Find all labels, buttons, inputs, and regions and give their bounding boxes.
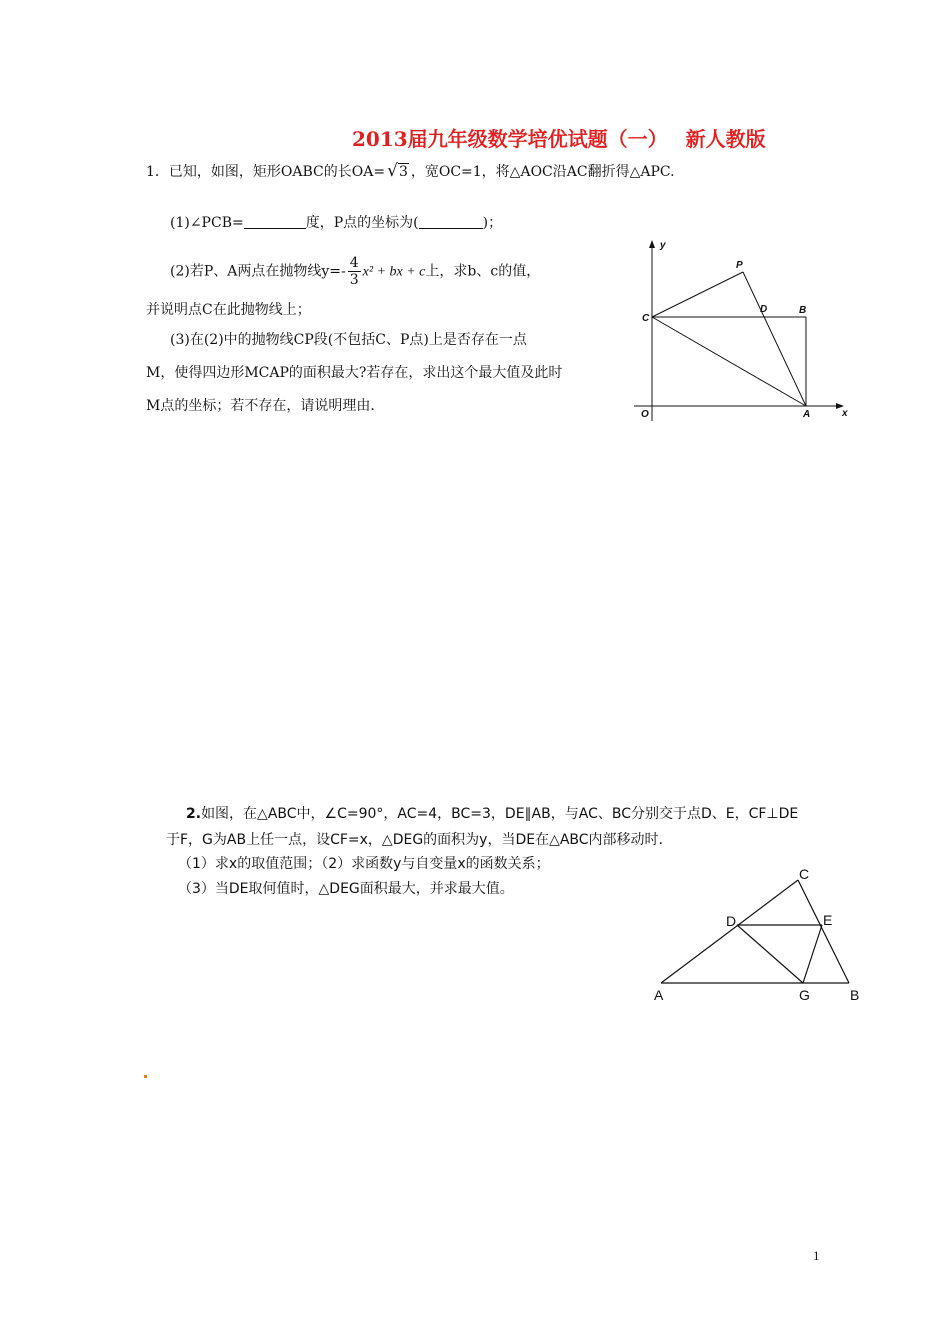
figure-triangle-abc	[648, 864, 868, 1006]
problem1-intro-a: 已知，如图，矩形OABC的长OA=	[168, 164, 386, 180]
q1-text-a: (1)∠PCB=	[170, 215, 244, 231]
sqrt-expression: √3	[387, 161, 408, 181]
answer-blank-coord[interactable]	[419, 214, 483, 229]
problem2-number: 2.	[186, 806, 202, 822]
problem1-number: 1．	[146, 164, 169, 180]
page-title	[352, 123, 766, 152]
label-C: C	[799, 866, 810, 882]
fraction-numerator: 4	[349, 255, 359, 271]
decorative-dot	[144, 1075, 147, 1078]
problem1-q2-cont: 并说明点C在此抛物线上；	[146, 302, 311, 318]
q1-text-b: 度，P点的坐标为(	[305, 215, 419, 231]
label-D: D	[726, 913, 737, 929]
problem1-intro-b: ，宽OC=1，将△AOC沿AC翻折得△APC.	[410, 164, 675, 180]
page-number: 1	[813, 1248, 820, 1263]
segment-EG	[803, 925, 822, 983]
problem2-line1	[186, 803, 798, 823]
label-B: B	[799, 305, 807, 316]
title-sub: 新人教版	[685, 127, 766, 151]
y-arrow-icon	[649, 240, 655, 248]
figure-rectangle-fold	[632, 236, 857, 428]
problem1-q3-line3: M点的坐标；若不存在，请说明理由.	[146, 398, 375, 414]
parabola-formula: x² + bx + c	[362, 264, 426, 280]
label-B: B	[850, 987, 860, 1003]
label-E: E	[823, 912, 833, 928]
problem2-line4: （3）当DE取何值时，△DEG面积最大，并求最大值。	[178, 881, 514, 897]
segment-CP	[652, 272, 743, 317]
problem1-q1	[170, 213, 502, 233]
segment-PA	[743, 272, 806, 406]
fraction	[348, 255, 361, 288]
fraction-denominator: 3	[349, 272, 359, 288]
label-x: x	[842, 408, 848, 419]
problem2-line2: 于F，G为AB上任一点，设CF=x，△DEG的面积为y，当DE在△ABC内部移动时.	[166, 832, 664, 848]
problem2-line1-text: 如图，在△ABC中，∠C=90°，AC=4，BC=3，DE∥AB，与AC、BC分别交于点D、E，CF⊥DE	[201, 806, 799, 822]
problem2-line3: （1）求x的取值范围；（2）求函数y与自变量x的函数关系；	[178, 856, 550, 872]
problem1-q3-line2: M，使得四边形MCAP的面积最大?若存在，求出这个最大值及此时	[146, 365, 563, 381]
sqrt-value: 3	[398, 164, 408, 180]
label-A: A	[803, 409, 811, 420]
segment-DG	[737, 925, 803, 983]
label-C: C	[642, 313, 650, 324]
q2-text-b: 上，求b、c的值，	[425, 263, 541, 280]
problem1-q2	[170, 255, 540, 288]
problem1-intro	[146, 161, 675, 182]
segment-CA	[652, 317, 806, 406]
label-P: P	[736, 260, 743, 271]
label-y: y	[660, 240, 666, 251]
label-D: D	[760, 304, 768, 315]
label-O: O	[641, 409, 649, 420]
q2-text-a: (2)若P、A两点在抛物线y=-	[170, 263, 346, 280]
answer-blank-angle[interactable]	[244, 214, 306, 229]
segment-CB	[798, 880, 849, 983]
q1-text-c: )；	[482, 215, 503, 231]
segment-AC	[661, 880, 798, 983]
label-A: A	[654, 987, 664, 1003]
title-main: 2013届九年级数学培优试题（一）	[352, 127, 668, 151]
label-G: G	[799, 987, 810, 1003]
problem1-q3-line1: (3)在(2)中的抛物线CP段(不包括C、P点)上是否存在一点	[170, 332, 527, 348]
